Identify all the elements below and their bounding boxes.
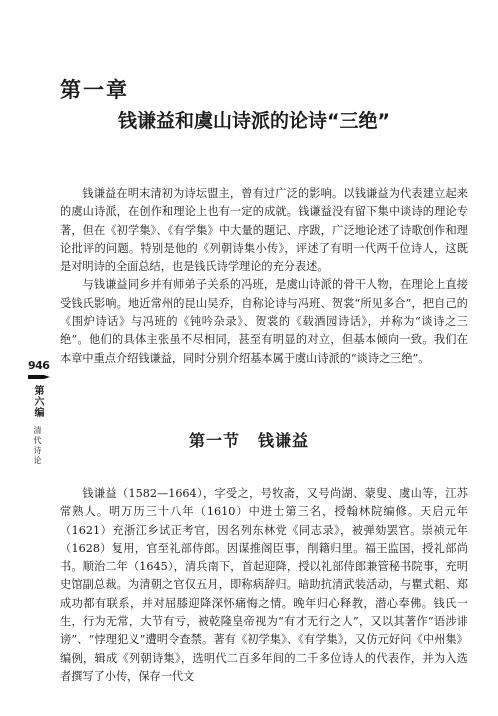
page-number: 946 (28, 359, 50, 372)
part-subtitle: 清代诗论 (33, 426, 42, 466)
section-heading (0, 428, 498, 451)
bio-paragraph: 钱谦益（1582—1664），字受之，号牧斋，又号尚湖、蒙叟、虞山等，江苏常熟人。明万历三十八年（1610）中进士第三名，授翰林院编修。天启元年（1621）充浙江乡试正考官，因名列东林党《同志录》，被弹劾罢官。崇祯元年（1628）复用，官至礼部侍郎。因谋推阁臣事，削籍归里。福王监国，授礼部尚书。顺治二年（1645），清兵南下，首起迎降，授以礼部侍郎兼管秘书院事，充明史馆副总裁。为清朝之官仅五月，即称病辞归。暗助抗清武装活动，与瞿式耜、郑成功都有联系，并对屈膝迎降深怀痛悔之情。晚年归心释教，潜心奉佛。钱氏一生，行为无常，大节有亏，被乾隆皇帝视为“有才无行之人”，又以其著作“语涉诽谤”、“悖理犯义”遭明令查禁。著有《初学集》、《有学集》，又仿元好问《中州集》编例，辑成《列朝诗集》，选明代二百多年间的二千多位诗人的代表作，并为入选者撰写了小传，保存一代文 (60, 487, 468, 683)
section-title: 钱谦益 (258, 431, 310, 450)
section-number: 第一节 (188, 431, 240, 450)
intro-paragraph: 钱谦益在明末清初为诗坛盟主，曾有过广泛的影响。以钱谦益为代表建立起来的虞山诗派，在创作和理论上也有一定的成就。钱谦益没有留下集中谈诗的理论专著，但在《初学集》、《有学集》中大量的题记、序跋，广泛地论述了诗歌创作和理论批评的问题。特别是他的《列朝诗集小传》，评述了有明一代两千位诗人，这既是对明诗的全面总结，也是钱氏诗学理论的充分表述。 (60, 187, 468, 274)
intro-text (60, 185, 468, 368)
intro-paragraph: 与钱谦益同乡并有师弟子关系的冯班，是虞山诗派的骨干人物，在理论上直接受钱氏影响。地近常州的昆山吴乔，自称论诗与冯班、贺裳“所见多合”，把自己的《围炉诗话》与冯班的《钝吟杂录》、贺裳的《载酒园诗话》，并称为“谈诗之三绝”。他们的具体主张虽不尽相同，甚至有明显的对立，但基本倾向一致。我们在本章中重点介绍钱谦益，同时分别介绍基本属于虞山诗派的“谈诗之三绝”。 (60, 278, 468, 365)
bio-text (60, 485, 468, 686)
part-label: 第六编 (32, 385, 43, 418)
chapter-label: 第一章 (60, 78, 129, 102)
chapter-title: 钱谦益和虞山诗派的论诗“三绝” (118, 110, 390, 132)
rail-marker (28, 375, 44, 379)
